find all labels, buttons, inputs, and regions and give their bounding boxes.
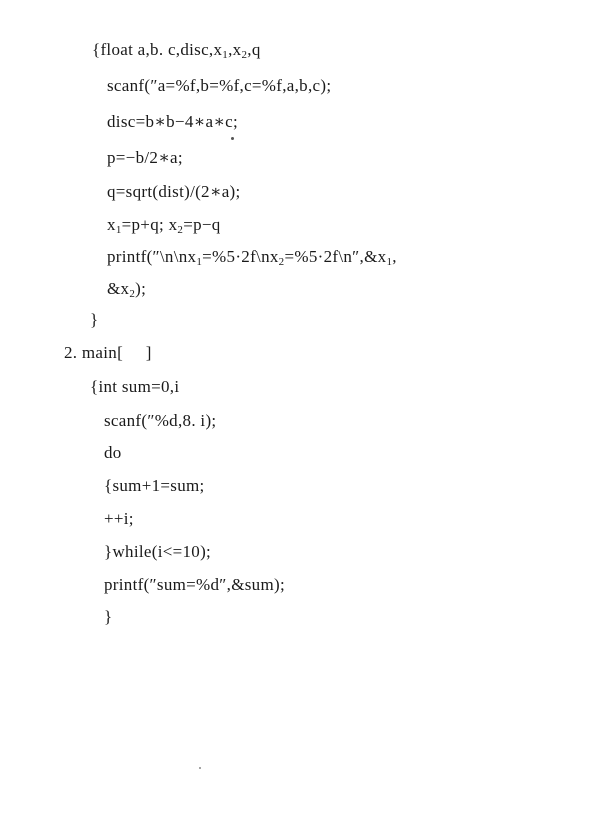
- code-line-do: do: [104, 443, 122, 462]
- code-line-x1-x2: $x_1=p+q$; $x_2=p-q$: [107, 215, 221, 236]
- code-line-disc: disc=b∗b−4∗a∗c;: [107, 112, 239, 131]
- code-line-float-decl: {float a,b. $c,disc,x_1,x_2,q$: [92, 40, 261, 61]
- code-line-printf-sum: printf(″sum=%d″,&sum);: [104, 575, 285, 594]
- code-line-scanf-abc: scanf(″a=%f,b=%f,c=%f,a,b,c);: [107, 76, 332, 95]
- code-line-sum: {sum+1=sum;: [104, 476, 205, 495]
- code-line-close-brace-2: }: [104, 607, 113, 626]
- scan-speck: [199, 767, 201, 769]
- code-line-while: }while(i<=10);: [104, 542, 212, 561]
- code-line-scanf-i: scanf(″%d,8. i);: [104, 411, 217, 430]
- code-line-int-decl: {int sum=0,i: [90, 377, 180, 396]
- scan-speck: [231, 137, 234, 140]
- code-line-p: p=−b/2∗a;: [107, 148, 183, 167]
- code-heading-main: 2. main[ ]: [64, 343, 152, 362]
- code-line-increment: ++i;: [104, 509, 134, 528]
- code-line-q: q=sqrt(dist)/(2∗a);: [107, 182, 241, 201]
- code-line-printf-roots: $printf(''\backslash n\backslash nx_1=\%5\cdot 2f\backslash nx_2=\%5\cdot 2f\backslash n'',\&x_1$,: [107, 247, 397, 268]
- code-line-close-brace-1: }: [90, 310, 99, 329]
- code-line-printf-cont: $\&x_2$);: [107, 279, 147, 300]
